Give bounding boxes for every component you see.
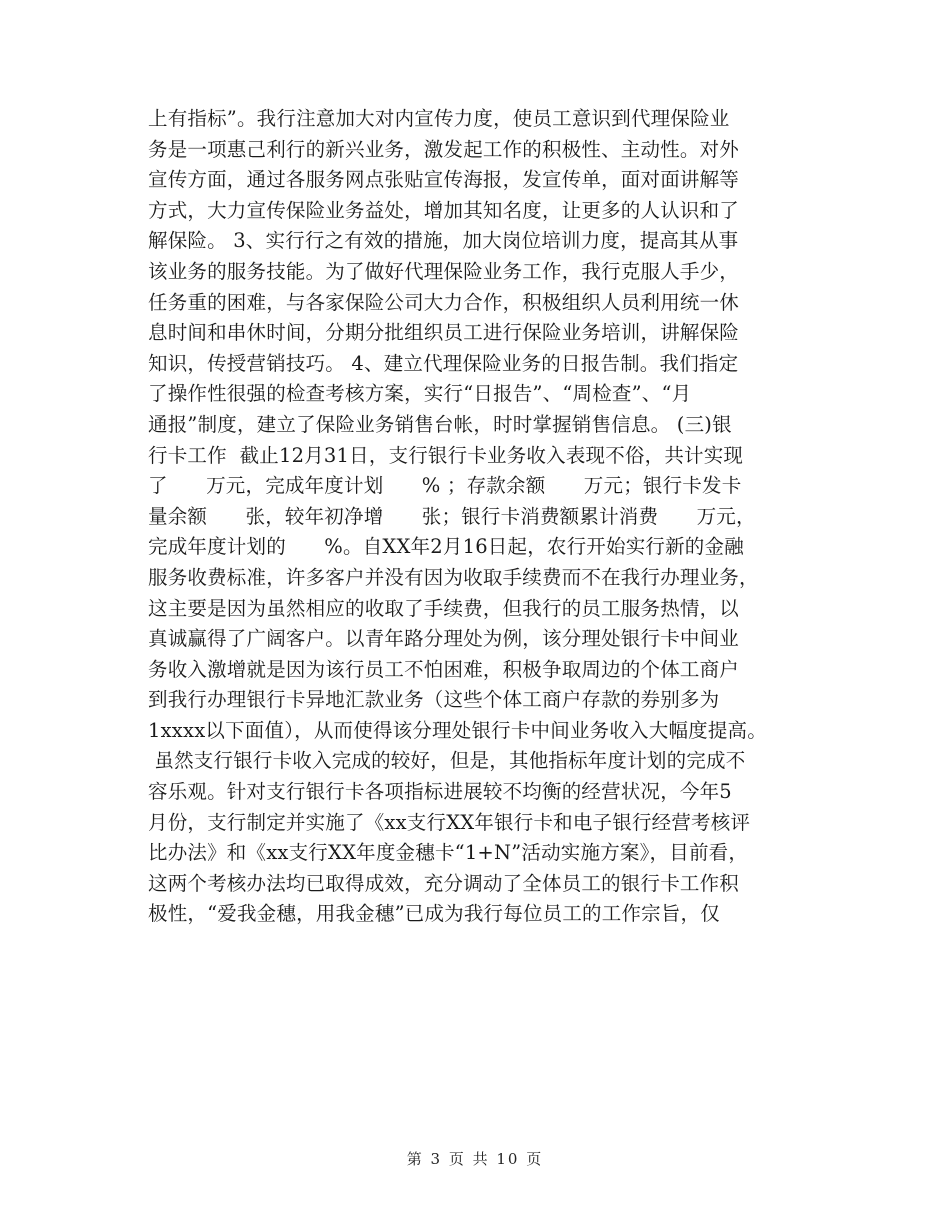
text-line: 完成年度计划的 %。自XX年2月16日起，农行开始实行新的金融: [148, 535, 744, 559]
text-line: 宣传方面，通过各服务网点张贴宣传海报，发宣传单，面对面讲解等: [148, 168, 740, 192]
text-line: 息时间和串休时间，分期分批组织员工进行保险业务培训，讲解保险: [148, 321, 740, 345]
text-line: 比办法》和《xx支行XX年度金穗卡“1+N”活动实施方案》，目前看，: [148, 841, 749, 865]
text-line: 了操作性很强的检查考核方案，实行“日报告”、“周检查”、“月: [148, 382, 692, 406]
text-line: 行卡工作 截止12月31日，支行银行卡业务收入表现不俗，共计实现: [148, 443, 744, 467]
text-line: 这两个考核办法均已取得成效，充分调动了全体员工的银行卡工作积: [148, 871, 740, 895]
text-line: 量余额 张，较年初净增 张；银行卡消费额累计消费 万元，: [148, 504, 756, 528]
text-line: 该业务的服务技能。为了做好代理保险业务工作，我行克服人手少，: [148, 259, 740, 283]
text-line: 到我行办理银行卡异地汇款业务（这些个体工商户存款的券别多为: [148, 688, 720, 712]
text-line: 真诚赢得了广阔客户。以青年路分理处为例，该分理处银行卡中间业: [148, 627, 740, 651]
text-line: 上有指标”。我行注意加大对内宣传力度，使员工意识到代理保险业: [148, 107, 730, 130]
text-line: 解保险。 3、实行行之有效的措施，加大岗位培训力度，提高其从事: [148, 229, 739, 253]
text-line: 虽然支行银行卡收入完成的较好，但是，其他指标年度计划的完成不: [148, 749, 746, 773]
text-line: 极性，“爱我金穗，用我金穗”已成为我行每位员工的工作宗旨，仅: [148, 902, 720, 926]
body-text: [148, 104, 868, 930]
text-line: 方式，大力宣传保险业务益处，增加其知名度，让更多的人认识和了: [148, 198, 740, 222]
text-line: 这主要是因为虽然相应的收取了手续费，但我行的员工服务热情，以: [148, 596, 740, 620]
text-line: 月份，支行制定并实施了《xx支行XX年银行卡和电子银行经营考核评: [148, 810, 751, 834]
text-line: 务是一项惠己利行的新兴业务，激发起工作的积极性、主动性。对外: [148, 137, 740, 161]
text-line: 服务收费标准，许多客户并没有因为收取手续费而不在我行办理业务，: [148, 565, 759, 589]
text-line: 容乐观。针对支行银行卡各项指标进展较不均衡的经营状况，今年5: [148, 780, 732, 804]
page-number-footer: 第 3 页 共 10 页: [406, 1150, 544, 1168]
text-line: 1xxxx以下面值），从而使得该分理处银行卡中间业务收入大幅度提高。: [148, 718, 767, 742]
text-line: 务收入激增就是因为该行员工不怕困难，积极争取周边的个体工商户: [148, 657, 740, 681]
text-line: 任务重的困难，与各家保险公司大力合作，积极组织人员利用统一休: [148, 290, 740, 314]
text-line: 通报”制度，建立了保险业务销售台帐，时时掌握销售信息。 (三)银: [148, 412, 732, 436]
text-line: 了 万元，完成年度计划 % ；存款余额 万元；银行卡发卡: [148, 474, 742, 498]
text-line: 知识，传授营销技巧。 4、建立代理保险业务的日报告制。我们指定: [148, 351, 739, 375]
